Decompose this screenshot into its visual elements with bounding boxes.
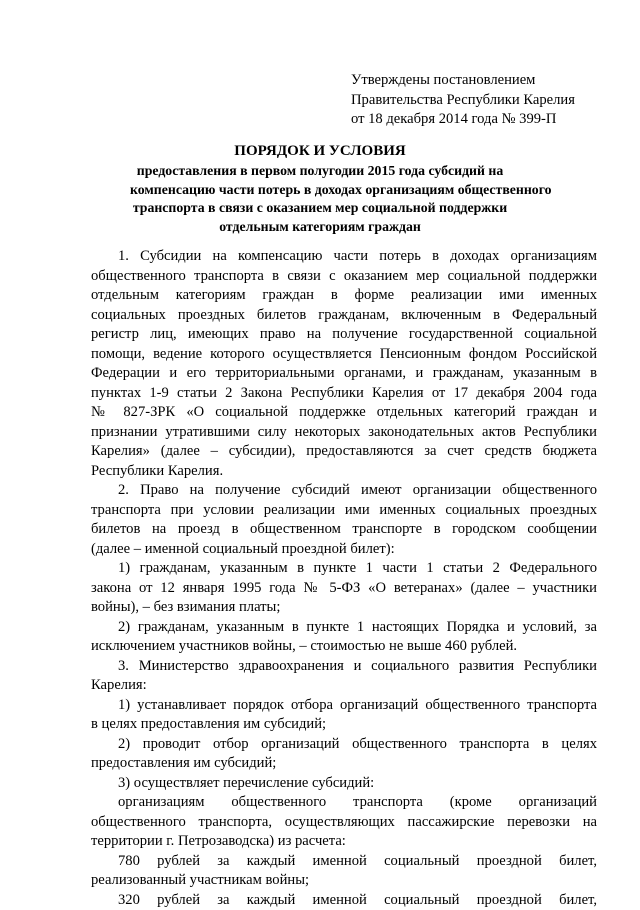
approval-line: от 18 декабря 2014 года № 399-П: [351, 110, 611, 130]
body-line: 320 рублей за каждый именной социальный проездной билет,: [91, 891, 597, 910]
body-line: в целях предоставления им субсидий;: [91, 715, 597, 735]
body-line: 1. Субсидии на компенсацию части потерь в доходах организациям: [91, 247, 597, 267]
approval-stamp: [351, 71, 611, 130]
body-line: № 827-ЗРК «О социальной поддержке отдельных категорий граждан и: [91, 403, 597, 423]
body-line: Федерации и его территориальными органами, и гражданам, указанным в: [91, 364, 597, 384]
body-line: исключением участников войны, – стоимостью не выше 460 рублей.: [91, 637, 597, 657]
body-line: транспорта при условии реализации ими именных социальных проездных: [91, 501, 597, 521]
body-line: отдельным категориям граждан в форме реализации ими именных: [91, 286, 597, 306]
body-line: 2. Право на получение субсидий имеют организации общественного: [91, 481, 597, 501]
subtitle-line: отдельным категориям граждан: [130, 218, 510, 237]
body-line: Карелия:: [91, 676, 597, 696]
body-line: 2) проводит отбор организаций общественного транспорта в целях: [91, 735, 597, 755]
document-subtitle: [130, 162, 510, 236]
body-line: билетов на проезд в общественном транспорте в городском сообщении: [91, 520, 597, 540]
document-title: ПОРЯДОК И УСЛОВИЯ: [0, 142, 640, 160]
body-line: 1) устанавливает порядок отбора организаций общественного транспорта: [91, 696, 597, 716]
body-line: 3) осуществляет перечисление субсидий:: [91, 774, 597, 794]
body-line: 3. Министерство здравоохранения и социального развития Республики: [91, 657, 597, 677]
document-body: [91, 247, 597, 910]
subtitle-line: транспорта в связи с оказанием мер социальной поддержки: [130, 199, 510, 218]
body-line: реализованный участникам войны;: [91, 871, 597, 891]
body-line: общественного транспорта в связи с оказанием мер социальной поддержки: [91, 267, 597, 287]
subtitle-line: предоставления в первом полугодии 2015 года субсидий на: [130, 162, 510, 181]
body-line: признании утратившими силу некоторых законодательных актов Республики: [91, 423, 597, 443]
approval-line: Утверждены постановлением: [351, 71, 611, 91]
body-line: (далее – именной социальный проездной билет):: [91, 540, 597, 560]
body-line: 2) гражданам, указанным в пункте 1 настоящих Порядка и условий, за: [91, 618, 597, 638]
body-line: общественного транспорта, осуществляющих пассажирские перевозки на: [91, 813, 597, 833]
body-line: Карелия» (далее – субсидии), предоставляются за счет средств бюджета: [91, 442, 597, 462]
body-line: предоставления им субсидий;: [91, 754, 597, 774]
body-line: помощи, ведение которого осуществляется Пенсионным фондом Российской: [91, 345, 597, 365]
body-line: территории г. Петрозаводска) из расчета:: [91, 832, 597, 852]
body-line: войны), – без взимания платы;: [91, 598, 597, 618]
body-line: пунктах 1-9 статьи 2 Закона Республики Карелия от 17 декабря 2004 года: [91, 384, 597, 404]
subtitle-line: компенсацию части потерь в доходах организациям общественного: [130, 181, 510, 200]
body-line: Республики Карелия.: [91, 462, 597, 482]
body-line: организациям общественного транспорта (кроме организаций: [91, 793, 597, 813]
body-line: регистр лиц, имеющих право на получение государственной социальной: [91, 325, 597, 345]
body-line: закона от 12 января 1995 года № 5-ФЗ «О ветеранах» (далее – участники: [91, 579, 597, 599]
body-line: 1) гражданам, указанным в пункте 1 части 1 статьи 2 Федерального: [91, 559, 597, 579]
body-line: 780 рублей за каждый именной социальный проездной билет,: [91, 852, 597, 872]
approval-line: Правительства Республики Карелия: [351, 91, 611, 111]
body-line: социальных проездных билетов гражданам, включенным в Федеральный: [91, 306, 597, 326]
